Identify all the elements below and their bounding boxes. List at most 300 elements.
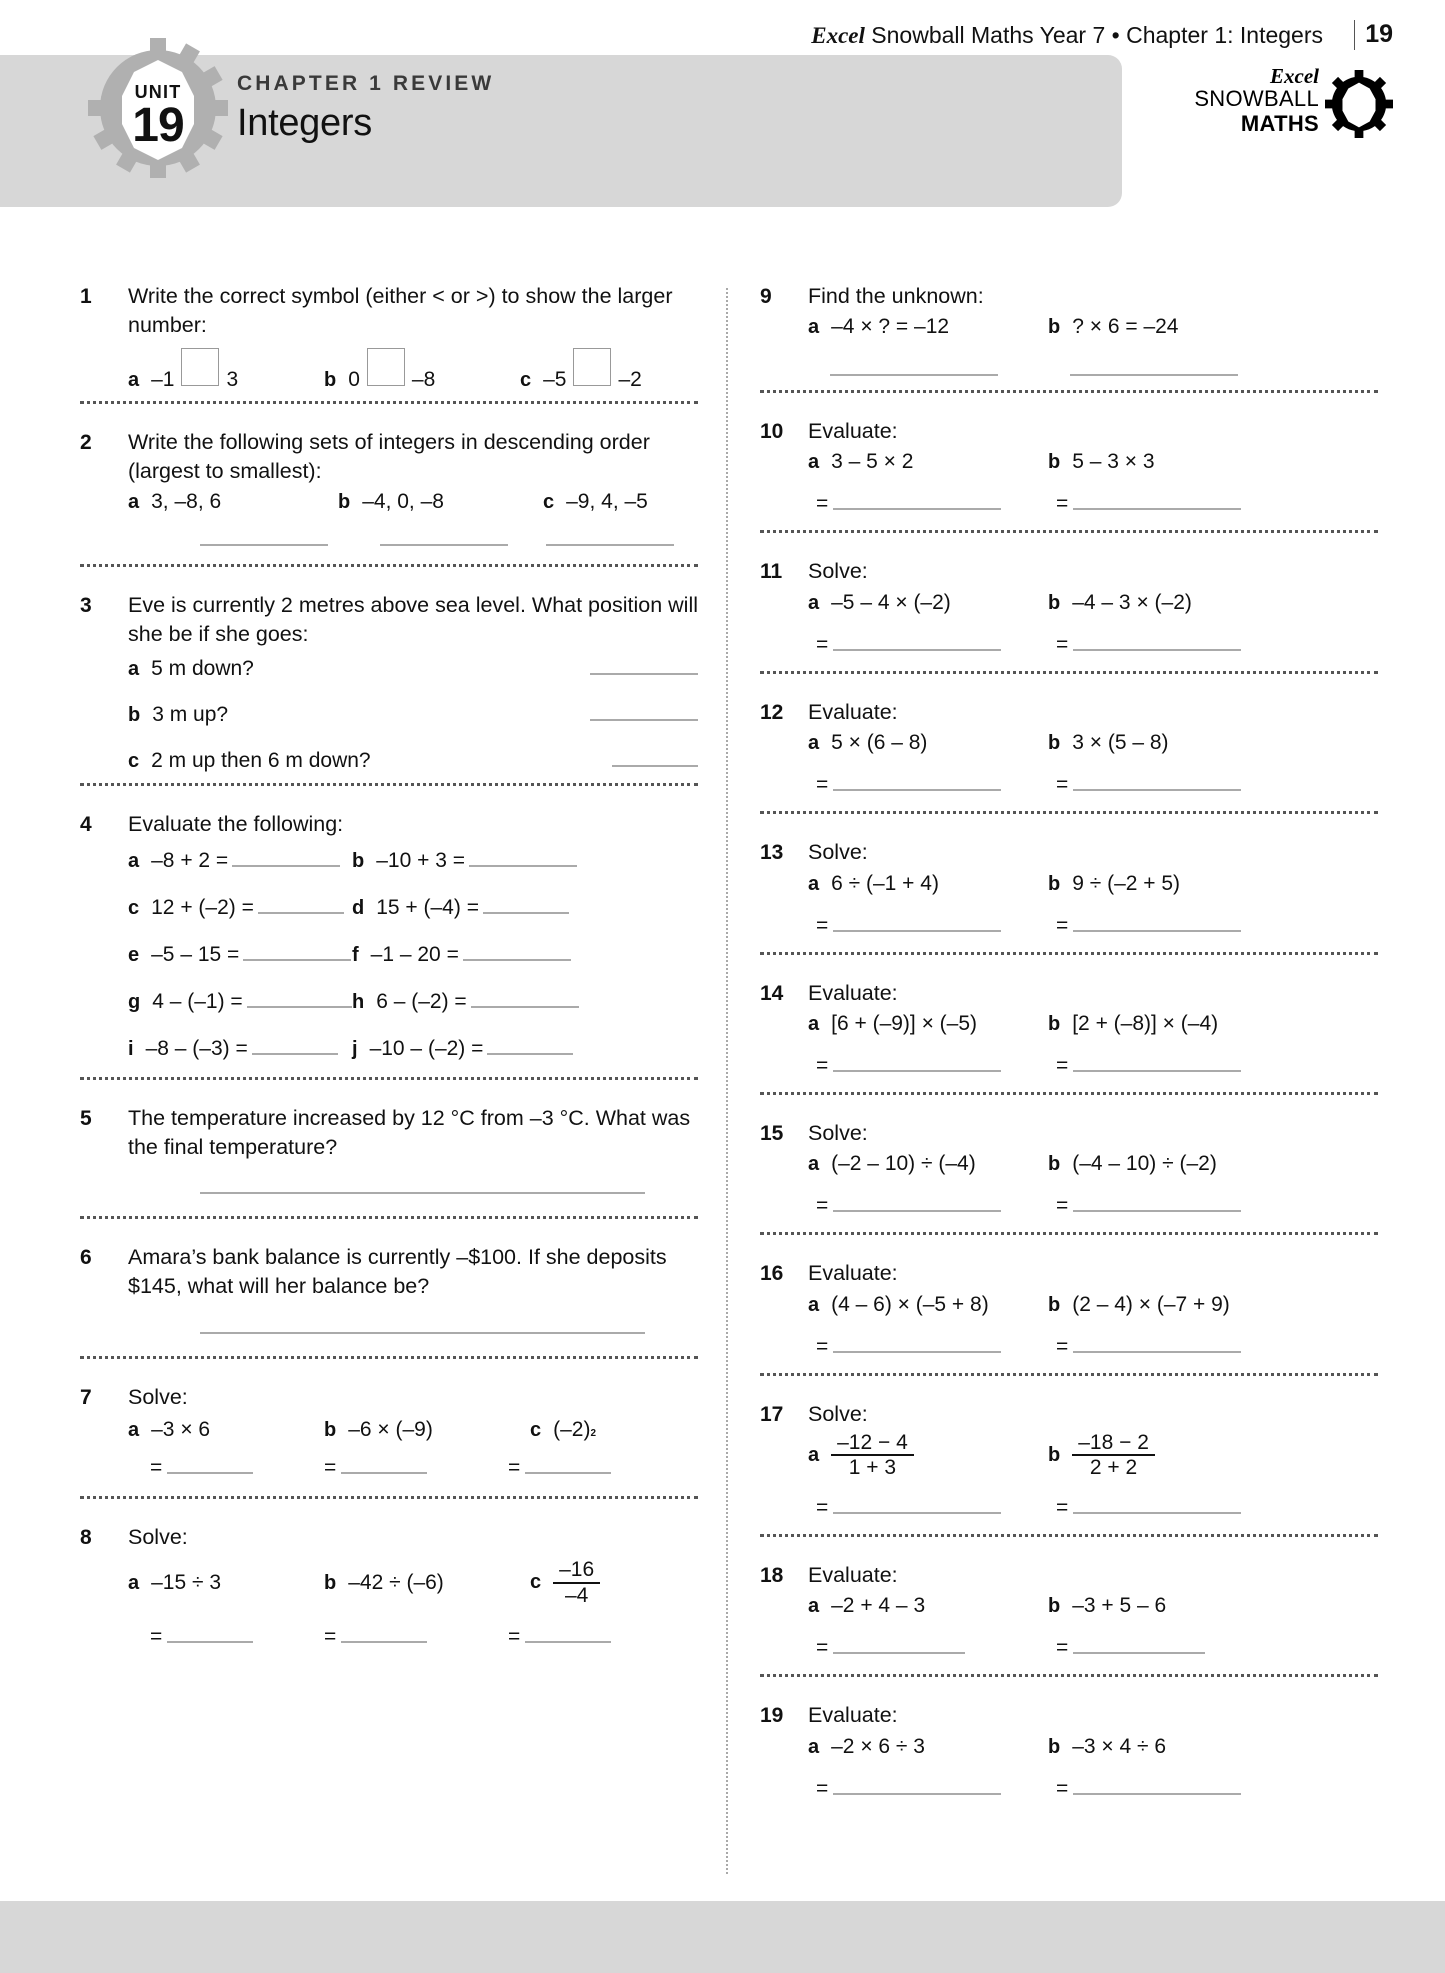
- part-body: 3 – 5 × 2: [831, 450, 914, 474]
- page-number: 19: [1365, 20, 1393, 48]
- fraction-17a: [831, 1431, 914, 1480]
- part-body: 2 m up then 6 m down?: [151, 749, 371, 773]
- answer-line-8c[interactable]: [525, 1626, 611, 1643]
- answer-line-10a[interactable]: [833, 494, 1001, 511]
- question-number: 4: [80, 813, 92, 837]
- equals-sign: =: [1056, 1495, 1069, 1519]
- question-part: [1048, 315, 1178, 339]
- part-label: b: [1048, 1012, 1061, 1035]
- part-body: (4 – 6) × (–5 + 8): [831, 1292, 989, 1316]
- question-part: [808, 872, 1048, 896]
- question-part: [324, 348, 520, 392]
- part-body: –10 – (–2) =: [369, 1037, 484, 1061]
- exponent: 2: [590, 1427, 596, 1439]
- equals-sign: =: [1056, 632, 1069, 656]
- question-part: [1048, 1152, 1217, 1176]
- brand-excel: Excel: [1270, 64, 1319, 88]
- equals-sign: =: [816, 913, 829, 937]
- part-pre: 0: [348, 368, 360, 392]
- question-part: [128, 849, 352, 873]
- answer-line-2a[interactable]: [200, 544, 328, 546]
- question-14: [760, 979, 1378, 1119]
- question-part: [128, 990, 352, 1014]
- question-part: [808, 591, 1048, 615]
- equals-sign: =: [1056, 1053, 1069, 1077]
- question-5: [80, 1104, 698, 1243]
- equals-sign: =: [816, 1053, 829, 1077]
- part-label: a: [808, 451, 820, 474]
- question-part: [808, 1293, 1048, 1317]
- question-number: 12: [760, 700, 784, 724]
- brand-logo: [1163, 64, 1393, 148]
- answer-cell: [816, 1194, 1056, 1218]
- equals-sign: =: [1056, 492, 1069, 516]
- part-label: d: [352, 897, 365, 920]
- question-part: [808, 450, 1048, 474]
- fraction-17b: [1072, 1431, 1155, 1480]
- brand-gear-icon: [1325, 70, 1393, 138]
- part-pre: –1: [151, 368, 175, 392]
- part-label: c: [128, 897, 140, 920]
- unit-badge: [88, 38, 228, 178]
- answer-line-4g[interactable]: [247, 992, 352, 1009]
- footer-text: [811, 22, 1323, 49]
- part-row: [128, 849, 698, 873]
- question-8: [80, 1523, 698, 1659]
- part-body: (2 – 4) × (–7 + 9): [1072, 1292, 1230, 1316]
- part-row: [128, 896, 698, 920]
- question-part: [543, 490, 648, 514]
- answer-line-7c[interactable]: [525, 1457, 611, 1474]
- page-title: Integers: [237, 102, 372, 144]
- part-body: 6 – (–2) =: [376, 990, 467, 1014]
- answer-line-17a[interactable]: [833, 1497, 1001, 1514]
- question-separator: [80, 1216, 698, 1219]
- part-body: (–2): [553, 1417, 591, 1441]
- part-label: a: [128, 369, 140, 392]
- equals-sign: =: [816, 1636, 829, 1660]
- question-part: [128, 1571, 324, 1595]
- part-label: b: [1048, 1735, 1061, 1758]
- question-separator: [760, 1092, 1378, 1095]
- question-separator: [80, 783, 698, 786]
- answer-line-14a[interactable]: [833, 1055, 1001, 1072]
- part-label: c: [520, 369, 532, 392]
- answer-cell: [816, 1054, 1056, 1078]
- question-part: [808, 1431, 1048, 1480]
- question-3: [80, 591, 698, 810]
- equals-sign: =: [816, 1194, 829, 1218]
- answer-line-6[interactable]: [200, 1332, 645, 1334]
- question-part: [808, 1012, 1048, 1036]
- equals-sign: =: [816, 773, 829, 797]
- answer-cell: [324, 1456, 508, 1480]
- answer-cell: [816, 1335, 1056, 1359]
- part-label: b: [1048, 732, 1061, 755]
- part-label: a: [128, 1571, 140, 1594]
- answer-cell: [150, 1456, 324, 1480]
- answer-cell: [1056, 633, 1241, 657]
- answer-cell: [816, 914, 1056, 938]
- part-body: –2 + 4 – 3: [831, 1594, 926, 1618]
- question-part: [128, 703, 698, 727]
- symbol-input-1b[interactable]: [367, 348, 405, 386]
- answer-line-12b[interactable]: [1073, 774, 1241, 791]
- answer-cell: [816, 492, 1056, 516]
- question-part: [128, 943, 352, 967]
- answer-line-7a[interactable]: [167, 1457, 253, 1474]
- question-part: [1048, 450, 1155, 474]
- part-label: b: [324, 1571, 337, 1594]
- answer-line-4i[interactable]: [252, 1039, 338, 1056]
- question-part: [1048, 1293, 1230, 1317]
- part-label: e: [128, 944, 140, 967]
- answer-line-4j[interactable]: [487, 1039, 573, 1056]
- question-separator: [760, 390, 1378, 393]
- answer-cell: [816, 1777, 1056, 1801]
- part-body: 3 m up?: [152, 703, 229, 727]
- answer-line-4e[interactable]: [243, 945, 351, 962]
- answer-cell: [1056, 1496, 1241, 1520]
- part-row: [128, 1037, 698, 1061]
- part-label: b: [1048, 1293, 1061, 1316]
- part-label: b: [1048, 1595, 1061, 1618]
- question-prompt: Evaluate:: [808, 699, 898, 724]
- symbol-input-1c[interactable]: [573, 348, 611, 386]
- question-part: [1048, 731, 1169, 755]
- question-number: 19: [760, 1704, 784, 1728]
- question-part: [808, 1594, 1048, 1618]
- question-prompt: Evaluate:: [808, 1562, 898, 1587]
- part-post: –2: [618, 368, 642, 392]
- answer-line-14b[interactable]: [1073, 1055, 1241, 1072]
- answer-line-19a[interactable]: [833, 1778, 1001, 1795]
- equals-sign: =: [816, 492, 829, 516]
- right-column: [760, 282, 1378, 1811]
- equals-sign: =: [508, 1455, 521, 1479]
- question-part: [128, 490, 338, 514]
- question-prompt: Evaluate:: [808, 1261, 898, 1286]
- question-separator: [80, 1356, 698, 1359]
- question-number: 18: [760, 1563, 784, 1587]
- answer-cell: [830, 359, 1070, 376]
- part-label: b: [1048, 1153, 1061, 1176]
- answer-cell: [816, 773, 1056, 797]
- part-body: 12 + (–2) =: [151, 896, 254, 920]
- part-body: –3 + 5 – 6: [1072, 1594, 1167, 1618]
- question-part: [1048, 591, 1192, 615]
- equals-sign: =: [508, 1625, 521, 1649]
- question-prompt: Solve:: [808, 559, 868, 584]
- part-label: b: [1048, 872, 1061, 895]
- part-label: f: [352, 944, 359, 967]
- answer-cell: [1056, 1777, 1241, 1801]
- part-body: ? × 6 = –24: [1072, 315, 1179, 339]
- question-separator: [760, 811, 1378, 814]
- question-part: [808, 1735, 1048, 1759]
- equals-sign: =: [816, 632, 829, 656]
- question-part: [530, 1558, 600, 1607]
- question-part: [352, 943, 571, 967]
- equals-sign: =: [1056, 913, 1069, 937]
- part-body: 5 × (6 – 8): [831, 731, 928, 755]
- part-label: a: [808, 1293, 820, 1316]
- part-body: –5 – 4 × (–2): [831, 590, 951, 614]
- footer-title: Snowball Maths Year 7 • Chapter 1: Integers: [864, 22, 1323, 48]
- answer-line-8b[interactable]: [341, 1626, 427, 1643]
- part-label: b: [324, 369, 337, 392]
- part-label: i: [128, 1038, 134, 1061]
- answer-line-10b[interactable]: [1073, 494, 1241, 511]
- part-body: –2 × 6 ÷ 3: [831, 1734, 925, 1758]
- question-prompt: Solve:: [128, 1384, 188, 1409]
- fraction-numerator: –16: [559, 1558, 595, 1582]
- answer-line-4h[interactable]: [471, 992, 579, 1009]
- part-body: –4 × ? = –12: [831, 315, 950, 339]
- question-part: [1048, 1012, 1218, 1036]
- answer-line-5[interactable]: [200, 1192, 645, 1194]
- question-number: 15: [760, 1121, 784, 1145]
- part-label: a: [808, 591, 820, 614]
- part-label: h: [352, 991, 365, 1014]
- answer-line-4b[interactable]: [469, 851, 577, 868]
- unit-number: 19: [132, 99, 184, 152]
- part-label: b: [352, 850, 365, 873]
- question-prompt: Evaluate:: [808, 419, 898, 444]
- part-label: a: [128, 1418, 140, 1441]
- question-part: [128, 896, 352, 920]
- question-part: [128, 1037, 352, 1061]
- question-number: 5: [80, 1107, 92, 1131]
- answer-line-7b[interactable]: [341, 1457, 427, 1474]
- answer-line-3c[interactable]: [612, 750, 698, 767]
- question-7: [80, 1383, 698, 1523]
- part-label: a: [808, 1595, 820, 1618]
- question-part: [128, 749, 698, 773]
- question-number: 8: [80, 1525, 92, 1549]
- part-body: 9 ÷ (–2 + 5): [1072, 871, 1181, 895]
- answer-line-17b[interactable]: [1073, 1497, 1241, 1514]
- answer-line-2c[interactable]: [546, 544, 674, 546]
- question-separator: [760, 1674, 1378, 1677]
- part-label: b: [1048, 591, 1061, 614]
- part-body: –8 + 2 =: [151, 849, 229, 873]
- part-body: –4, 0, –8: [362, 490, 444, 514]
- answer-line-4c[interactable]: [258, 898, 344, 915]
- answer-cell: [816, 1636, 1056, 1660]
- answer-line-15b[interactable]: [1073, 1195, 1241, 1212]
- question-prompt: Write the following sets of integers in descending order (largest to smallest):: [128, 430, 650, 484]
- answer-line-11b[interactable]: [1073, 634, 1241, 651]
- question-part: [520, 348, 642, 392]
- question-separator: [80, 564, 698, 567]
- part-body: –4 – 3 × (–2): [1072, 590, 1192, 614]
- question-number: 7: [80, 1385, 92, 1409]
- part-body: –6 × (–9): [348, 1417, 433, 1441]
- answer-cell: [1056, 914, 1241, 938]
- part-body: (–4 – 10) ÷ (–2): [1072, 1152, 1217, 1176]
- part-label: a: [808, 872, 820, 895]
- symbol-input-1a[interactable]: [181, 348, 219, 386]
- answer-line-4d[interactable]: [483, 898, 569, 915]
- equals-sign: =: [150, 1455, 163, 1479]
- question-number: 2: [80, 431, 92, 455]
- answer-cell: [816, 1496, 1056, 1520]
- answer-cell: [1056, 1636, 1205, 1660]
- answer-cell: [1056, 492, 1241, 516]
- part-label: a: [128, 850, 140, 873]
- equals-sign: =: [1056, 1194, 1069, 1218]
- equals-sign: =: [816, 1495, 829, 1519]
- answer-line-11a[interactable]: [833, 634, 1001, 651]
- question-number: 11: [760, 560, 783, 584]
- equals-sign: =: [150, 1625, 163, 1649]
- equals-sign: =: [324, 1455, 337, 1479]
- answer-line-9a[interactable]: [830, 359, 998, 376]
- answer-line-18a[interactable]: [833, 1637, 965, 1654]
- brand-snowball: SNOWBALL: [1194, 86, 1319, 111]
- question-part: [128, 348, 324, 392]
- answer-cell: [1056, 1054, 1241, 1078]
- answer-line-9b[interactable]: [1070, 359, 1238, 376]
- question-separator: [80, 1077, 698, 1080]
- part-label: a: [808, 1012, 820, 1035]
- part-body: –1 – 20 =: [370, 943, 459, 967]
- answer-line-18b[interactable]: [1073, 1637, 1205, 1654]
- question-separator: [80, 401, 698, 404]
- question-part: [808, 1152, 1048, 1176]
- part-label: b: [1048, 451, 1061, 474]
- part-body: 4 – (–1) =: [152, 990, 243, 1014]
- question-15: [760, 1119, 1378, 1259]
- question-12: [760, 698, 1378, 838]
- fraction-denominator: 2 + 2: [1072, 1454, 1155, 1480]
- answer-line-16a[interactable]: [833, 1336, 1001, 1353]
- question-2: [80, 428, 698, 591]
- question-number: 9: [760, 285, 772, 308]
- question-part: [352, 896, 569, 920]
- answer-line-3a[interactable]: [590, 658, 698, 675]
- question-part: [352, 1037, 573, 1061]
- equals-sign: =: [1056, 1334, 1069, 1358]
- part-label: a: [808, 1443, 820, 1466]
- part-body: 6 ÷ (–1 + 4): [831, 871, 939, 895]
- question-number: 6: [80, 1246, 92, 1270]
- part-body: (–2 – 10) ÷ (–4): [831, 1152, 976, 1176]
- fraction-numerator: –18 − 2: [1078, 1430, 1149, 1454]
- question-19: [760, 1701, 1378, 1810]
- question-number: 14: [760, 981, 784, 1005]
- question-part: [808, 731, 1048, 755]
- question-part: [808, 315, 1048, 339]
- part-body: [6 + (–9)] × (–5): [831, 1011, 978, 1035]
- question-number: 13: [760, 841, 784, 865]
- question-separator: [80, 1496, 698, 1499]
- answer-cell: [324, 1625, 508, 1649]
- question-part: [1048, 1594, 1166, 1618]
- part-body: 5 – 3 × 3: [1072, 450, 1155, 474]
- equals-sign: =: [816, 1776, 829, 1800]
- part-label: a: [808, 316, 820, 339]
- question-13: [760, 838, 1378, 978]
- question-10: [760, 417, 1378, 557]
- question-prompt: Evaluate:: [808, 980, 898, 1005]
- part-label: c: [530, 1571, 542, 1594]
- part-body: –10 + 3 =: [376, 849, 465, 873]
- answer-cell: [816, 633, 1056, 657]
- question-prompt: Solve:: [808, 840, 868, 865]
- question-part: [324, 1571, 530, 1595]
- answer-line-12a[interactable]: [833, 774, 1001, 791]
- answer-line-4f[interactable]: [463, 945, 571, 962]
- footer-band: [0, 1901, 1445, 1973]
- part-body: 3 × (5 – 8): [1072, 731, 1169, 755]
- fraction-numerator: –12 − 4: [837, 1430, 908, 1454]
- equals-sign: =: [324, 1625, 337, 1649]
- question-6: [80, 1243, 698, 1382]
- question-part: [128, 657, 698, 681]
- unit-word: UNIT: [134, 82, 182, 102]
- answer-line-15a[interactable]: [833, 1195, 1001, 1212]
- question-part: [338, 490, 543, 514]
- equals-sign: =: [1056, 1636, 1069, 1660]
- part-label: a: [128, 491, 140, 514]
- answer-line-8a[interactable]: [167, 1626, 253, 1643]
- answer-line-13b[interactable]: [1073, 915, 1241, 932]
- part-label: g: [128, 991, 141, 1014]
- part-body: –3 × 4 ÷ 6: [1072, 1734, 1167, 1758]
- part-label: a: [808, 1735, 820, 1758]
- question-number: 16: [760, 1262, 784, 1286]
- answer-cell: [508, 1625, 611, 1649]
- answer-line-3b[interactable]: [590, 704, 698, 721]
- part-label: b: [1048, 316, 1061, 339]
- question-part: [352, 990, 579, 1014]
- part-label: c: [543, 491, 555, 514]
- part-body: 5 m down?: [151, 657, 254, 681]
- part-label: a: [128, 658, 140, 681]
- fraction-denominator: –4: [553, 1582, 600, 1608]
- question-part: [324, 1418, 530, 1442]
- question-prompt: Solve:: [808, 1120, 868, 1145]
- part-label: b: [324, 1418, 337, 1441]
- answer-line-19b[interactable]: [1073, 1778, 1241, 1795]
- fraction-denominator: 1 + 3: [831, 1454, 914, 1480]
- part-label: j: [352, 1038, 358, 1061]
- column-divider: [726, 288, 728, 1874]
- part-post: 3: [226, 368, 239, 392]
- answer-line-13a[interactable]: [833, 915, 1001, 932]
- answer-line-16b[interactable]: [1073, 1336, 1241, 1353]
- question-number: 17: [760, 1402, 784, 1426]
- question-number: 10: [760, 420, 784, 444]
- question-part: [128, 1418, 324, 1442]
- part-body: 3, –8, 6: [151, 490, 222, 514]
- question-prompt: Evaluate the following:: [128, 812, 344, 837]
- answer-line-4a[interactable]: [232, 851, 340, 868]
- question-prompt: Find the unknown:: [808, 284, 984, 308]
- question-4: [80, 810, 698, 1104]
- question-part: [352, 849, 577, 873]
- question-prompt: The temperature increased by 12 °C from –3 °C. What was the final temperature?: [128, 1106, 691, 1160]
- question-1: [80, 282, 698, 428]
- answer-line-2b[interactable]: [380, 544, 508, 546]
- brand-maths: MATHS: [1240, 110, 1319, 136]
- answer-cell: [1056, 1194, 1241, 1218]
- equals-sign: =: [816, 1334, 829, 1358]
- question-18: [760, 1561, 1378, 1701]
- question-number: 3: [80, 594, 92, 618]
